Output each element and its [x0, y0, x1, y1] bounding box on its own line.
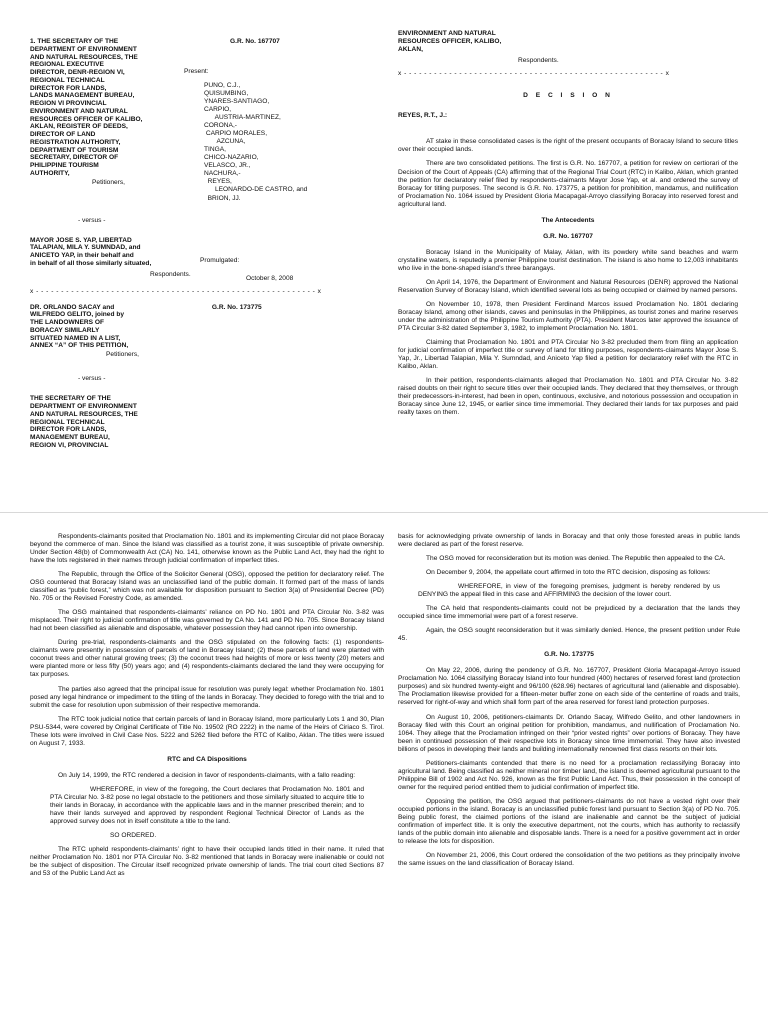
versus-2: - versus -: [78, 375, 106, 383]
bench-justice-line: BRION, JJ.: [204, 194, 241, 202]
second-petitioner-line: BORACAY SIMILARLY: [30, 326, 100, 334]
p2-right-para-3: On December 9, 2004, the appellate court affirmed in toto the RTC decision, disposing as follows:: [426, 569, 711, 577]
p2-right-para-7: On August 10, 2006, petitioners-claimants Dr. Orlando Sacay, Wilfredo Gelito, and other landowners in Boracay filed with this Court an original petition for prohibition, mandamus, and nullification of Proclamation No. 1064. They allege that the Proclamation infringed on their “prior vested rights” over portions of Boracay. They have been in continued possession of their respective lots in Boracay since time immemorial. They have also invested billions of pesos in developing their lands and building internationally renowned first class resorts on their lots.: [398, 713, 740, 753]
gr-heading-167707: G.R. No. 167707: [543, 232, 593, 240]
bench-justice-line: PUNO, C.J.,: [204, 82, 241, 90]
promulgation-block: [200, 237, 360, 283]
p2-right-para-9: Opposing the petition, the OSG argued that petitioners-claimants do not have a vested right over their occupied portions in the island. Boracay is an unclassified public forest land pursuant to Section 3(a) of PD No. 705. Being public forest, the claimed portions of the island are inalienable and cannot be the subject of judicial confirmation of imperfect title. It is only the executive department, not the courts, which has authority to reclassify lands of the public domain into alienable and disposable lands. There is a need for a positive government act in order to release the lots for disposition.: [398, 797, 740, 845]
rtc-fallo-text: WHEREFORE, in view of the foregoing, the Court declares that Proclamation No. 1801 and PTA Circular No. 3-82 pose no legal obstacle to the petitioners and those similarly situated to acquire title to their lands in Boracay, in accordance with the applicable laws and in the manner prescribed therein; and to have their lands surveyed and approved by respondent Regional Technical Director of Lands as the approved survey does not in itself constitute a title to the land.: [50, 785, 364, 825]
bench-justice-line: AZCUNA,: [204, 138, 246, 146]
second-petitioner-line: ANNEX “A” OF THIS PETITION,: [30, 342, 129, 350]
ponente: REYES, R.T., J.:: [398, 112, 448, 120]
page-2: [0, 512, 768, 1024]
gr-heading-173775: G.R. No. 173775: [544, 651, 594, 659]
antecedent-para-1: Boracay Island in the Municipality of Malay, Aklan, with its powdery white sand beaches and warm crystalline waters, is reputedly a premier Philippine tourist destination. The island is also home to 12,003 inhabitants who live in the bone-shaped island’s three barangays.: [398, 248, 738, 272]
caption-row-3: [30, 304, 368, 360]
second-respondent-line: AND NATURAL RESOURCES, THE: [30, 410, 138, 418]
page1-right-column: [398, 30, 738, 500]
intro-paragraph: AT stake in these consolidated cases is the right of the present occupants of Boracay Island to secure titles over their occupied lands.: [398, 138, 738, 154]
bench-justice-line: CORONA,-: [204, 122, 237, 130]
p2-right-para-5: Again, the OSG sought reconsideration but it was similarly denied. Hence, the present petition under Rule 45.: [398, 627, 740, 643]
bench-justice-line: NACHURA,-: [204, 170, 241, 178]
bench-justice-line: REYES,: [204, 178, 232, 186]
p2-left-para-6: The RTC took judicial notice that certain parcels of land in Boracay Island, more particularly Lots 1 and 30, Plan PSU-5344, were covered by Original Certificate of Title No. 19502 (RO 2222) in the name of the Heirs of Ciriaco S. Tirol. These lots were involved in Civil Case Nos. 5222 and 5262 filed before the RTC of Kalibo, Aklan. The titles were issued on August 7, 1933.: [30, 715, 384, 747]
petitioner-line: 1. THE SECRETARY OF THE: [30, 38, 119, 45]
continued-respondent-lines: [398, 30, 738, 53]
p2-right-para-6: On May 22, 2006, during the pendency of G.R. No. 167707, President Gloria Macapagal-Arroyo issued Proclamation No. 1064 classifying Boracay Island into four hundred (400) hectares of reserved forest land (protection purposes) and six hundred twenty-eight and 96/100 (628.96) hectares of agricultural land (alienable and disposable). The Proclamation likewise provided for a fifteen-meter buffer zone on each side of the centerline of roads and trails, reserved for right-of-way and which shall form part of the area reserved for forest land protection purposes.: [398, 667, 740, 707]
bench-justice-line: AUSTRIA-MARTINEZ,: [204, 114, 281, 122]
right-separator: x - - - - - - - - - - - - - - - - - - - - - - - - - - - - - - - - - - - - - - - - - - - - - - - - - - - - x: [398, 70, 670, 78]
respondent-block: [30, 237, 200, 283]
continued-respondent-line: RESOURCES OFFICER, KALIBO,: [398, 37, 502, 45]
ca-fallo-quote: [418, 583, 720, 599]
respondents-label-right: Respondents.: [518, 57, 559, 65]
second-respondent-line: MANAGEMENT BUREAU,: [30, 434, 110, 442]
petitioner-line: REGIONAL EXECUTIVE: [30, 61, 104, 69]
petitioners-label-2: Petitioners,: [106, 351, 139, 359]
p2-left-para-7: On July 14, 1999, the RTC rendered a decision in favor of respondents-claimants, with a fallo reading:: [58, 771, 356, 779]
caption-row-2: [30, 237, 368, 283]
petitioner-line: RESOURCES OFFICER OF KALIBO,: [30, 115, 143, 123]
petitioner-line: DEPARTMENT OF ENVIRONMENT: [30, 45, 137, 53]
p2-right-para-1: basis for acknowledging private ownership of lands in Boracay and that only those forested areas in public lands were declared as part of the forest reserve.: [398, 533, 740, 549]
second-petitioner-block: [30, 304, 196, 360]
continued-respondent-line: ENVIRONMENT AND NATURAL: [398, 30, 496, 37]
respondent-line: in behalf of all those similarly situated,: [30, 259, 152, 267]
p2-left-para-8: The RTC upheld respondents-claimants’ right to have their occupied lands titled in their name. It ruled that neither Proclamation No. 1801 nor PTA Circular No. 3-82 mentioned that lands in Boracay were inalienable or could not be the subject of disposition. The Circular itself recognized private ownership of lands. The trial court cited Sections 87 and 53 of the Public Land Act as: [30, 845, 384, 878]
decision-title: D E C I S I O N: [523, 92, 613, 100]
case-caption: [30, 38, 368, 503]
petitioner-line: SECRETARY, DIRECTOR OF: [30, 154, 119, 162]
petitioner-line: ENVIRONMENT AND NATURAL: [30, 107, 128, 115]
second-petitioner-line: THE LANDOWNERS OF: [30, 319, 104, 327]
petitioner-line: PHILIPPINE TOURISM: [30, 162, 99, 170]
second-respondent-line: DIRECTOR FOR LANDS,: [30, 426, 107, 434]
page2-left-column: [30, 533, 384, 1019]
petitioner-line: AKLAN, REGISTER OF DEEDS,: [30, 123, 128, 131]
rtc-ca-heading: RTC and CA Dispositions: [167, 755, 247, 763]
rtc-fallo-quote: [50, 786, 364, 840]
consolidated-paragraph: There are two consolidated petitions. The first is G.R. No. 167707, a petition for review on certiorari of the Decision of the Court of Appeals (CA) affirming that of the Regional Trial Court (RTC) in Kalibo, Aklan, which granted the petition for declaratory relief filed by respondents-claimants Mayor Jose Yap, et al. and ordered the survey of Boracay for titling purposes. The second is G.R. No. 173775, a petition for prohibition, mandamus, and nullification of Proclamation No. 1064 issued by President Gloria Macapagal-Arroyo classifying Boracay into reserved forest and agricultural land.: [398, 160, 738, 208]
p2-left-para-5: The parties also agreed that the principal issue for resolution was purely legal: whether Proclamation No. 1801 posed any legal hindrance or impediment to the titling of the lands in Boracay. They decided to forego with the trial and to submit the case for resolution upon submission of their respective memoranda.: [30, 685, 384, 709]
second-respondent-line: DEPARTMENT OF ENVIRONMENT: [30, 403, 137, 411]
gr-number-2-block: [196, 304, 368, 360]
petitioner-line: REGIONAL TECHNICAL: [30, 76, 105, 84]
second-respondent-line: REGION VI, PROVINCIAL: [30, 441, 109, 449]
p2-right-para-10: On November 21, 2006, this Court ordered the consolidation of the two petitions as they principally involve the same issues on the land classification of Boracay Island.: [398, 851, 740, 867]
bench-justice-line: LEONARDO-DE CASTRO, and: [204, 186, 308, 194]
bench-list: [204, 82, 364, 202]
petitioner-line: DEPARTMENT OF TOURISM: [30, 146, 119, 154]
caption-separator: x - - - - - - - - - - - - - - - - - - - - - - - - - - - - - - - - - - - - - - - - - - - - - - - - - - - - - - - - x: [30, 287, 322, 295]
gr-number-1: G.R. No. 167707: [230, 38, 280, 45]
petitioner-line: DIRECTOR, DENR-REGION VI,: [30, 69, 125, 77]
second-respondent-lines: [30, 395, 368, 449]
petitioner-line: DIRECTOR OF LAND: [30, 131, 96, 139]
second-petitioner-line: DR. ORLANDO SACAY and: [30, 303, 115, 311]
petitioner-line: AND NATURAL RESOURCES, THE: [30, 53, 138, 61]
petitioner-lines: [30, 38, 200, 178]
p2-right-para-8: Petitioners-claimants contended that there is no need for a proclamation reclassifying Boracay into agricultural land. Being classified as neither mineral nor timber land, the island is deemed agricultural pursuant to the Philippine Bill of 1902 and Act No. 926, known as the first Public Land Act. Thus, their possession in the concept of owner for the required period entitled them to judicial confirmation of imperfect title.: [398, 759, 740, 791]
p2-right-para-4: The CA held that respondents-claimants could not be prejudiced by a declaration that the lands they occupied since time immemorial were part of a forest reserve.: [398, 605, 740, 621]
second-respondent-line: REGIONAL TECHNICAL: [30, 418, 105, 426]
respondent-line: ANICETO YAP, in their behalf and: [30, 252, 134, 260]
bench-justice-line: CHICO-NAZARIO,: [204, 154, 259, 162]
p2-left-para-2: The Republic, through the Office of the Solicitor General (OSG), opposed the petition for declaratory relief. The OSG countered that Boracay Island was an unclassified land of the public domain. It formed part of the mass of lands classified as “public forest,” which was not available for disposition pursuant to Section 3(a) of Presidential Decree (PD) No. 705 or the Revised Forestry Code, as amended.: [30, 571, 384, 603]
present-label: Present:: [184, 68, 209, 76]
bench-justice-line: QUISUMBING,: [204, 90, 249, 98]
caption-row-1: [30, 38, 368, 203]
page2-right-column: [398, 533, 740, 1019]
antecedent-para-5: In their petition, respondents-claimants alleged that Proclamation No. 1801 and PTA Circular No. 3-82 raised doubts on their right to secure titles over their occupied lands. They declared that they themselves, or through their predecessors-in-interest, had been in open, continuous, exclusive, and notorious possession and occupation in Boracay since June 12, 1945, or earlier since time immemorial. They declared their lands for tax purposes and paid realty taxes on them.: [398, 377, 738, 417]
petitioner-line: REGISTRATION AUTHORITY,: [30, 138, 121, 146]
petitioner-line: AUTHORITY,: [30, 170, 70, 178]
bench-block: [184, 38, 364, 203]
antecedent-para-4: Claiming that Proclamation No. 1801 and PTA Circular No 3-82 precluded them from filing an application for judicial confirmation of imperfect title or survey of land for titling purposes, respondents-claimants Mayor Jose S. Yap, Jr., Libertad Talapian, Mila Y. Sumndad, and Aniceto Yap filed a petition for declaratory relief with the RTC in Kalibo, Aklan.: [398, 339, 738, 371]
second-petitioner-line: WILFREDO GELITO, joined by: [30, 311, 125, 319]
so-ordered: SO ORDERED.: [110, 831, 157, 839]
p2-left-para-4: During pre-trial, respondents-claimants and the OSG stipulated on the following facts: (1) respondents-claimants were presently in possession of parcels of land in Boracay Island; (2) these parcels of land were planted with coconut trees and other natural growing trees; (3) the coconut trees had heights of more or less twenty (20) meters and were planted more or less fifty (50) years ago; and (4) respondents-claimants declared the land they were occupying for tax purposes.: [30, 639, 384, 679]
bench-justice-line: CARPIO MORALES,: [204, 130, 268, 138]
p2-left-para-1: Respondents-claimants posited that Proclamation No. 1801 and its implementing Circular did not place Boracay beyond the commerce of man. Since the Island was classified as a tourist zone, it was susceptible of private ownership. Under Section 48(b) of Commonwealth Act (CA) No. 141, otherwise known as the Public Land Act, they had the right to have the lots registered in their names through judicial confirmation of imperfect titles.: [30, 533, 384, 565]
second-petitioner-lines: [30, 304, 196, 351]
bench-justice-line: TINGA,: [204, 146, 226, 154]
p2-right-para-2: The OSG moved for reconsideration but its motion was denied. The Republic then appealed to the CA.: [426, 555, 726, 563]
versus-1: - versus -: [78, 216, 106, 224]
promulgated-label: Promulgated:: [200, 256, 240, 264]
respondent-lines: [30, 237, 200, 268]
petitioner-line: DIRECTOR FOR LANDS,: [30, 84, 107, 92]
second-respondent-line: THE SECRETARY OF THE: [30, 395, 111, 403]
petitioners-label: Petitioners,: [92, 178, 125, 186]
antecedent-para-2: On April 14, 1976, the Department of Environment and Natural Resources (DENR) approved the National Reservation Survey of Boracay Island, which identified several lots as being occupied or claimed by named persons.: [398, 278, 738, 294]
petitioner-line: REGION VI PROVINCIAL: [30, 100, 107, 108]
respondent-line: MAYOR JOSE S. YAP, LIBERTAD: [30, 236, 132, 244]
antecedents-heading: The Antecedents: [541, 216, 595, 224]
antecedent-para-3: On November 10, 1978, then President Ferdinand Marcos issued Proclamation No. 1801 declaring Boracay Island, among other islands, caves and peninsulas in the Philippines, as tourist zones and marine reserves under the administration of the Philippine Tourism Authority (PTA). President Marcos later approved the issuance of PTA Circular 3-82 dated September 3, 1982, to implement Proclamation No. 1801.: [398, 300, 738, 332]
second-petitioner-line: SITUATED NAMED IN A LIST,: [30, 334, 121, 342]
petitioner-block: [30, 38, 200, 203]
bench-justice-line: VELASCO, JR.,: [204, 162, 251, 170]
petitioner-line: LANDS MANAGEMENT BUREAU,: [30, 92, 135, 100]
bench-justice-line: YNARES-SANTIAGO,: [204, 98, 270, 106]
respondent-line: TALAPIAN, MILA Y. SUMNDAD, and: [30, 244, 141, 252]
ca-fallo-text: WHEREFORE, in view of the foregoing premises, judgment is hereby rendered by us DENYING the appeal filed in this case and AFFIRMING the decision of the lower court.: [418, 583, 720, 599]
gr-number-2: G.R. No. 173775: [211, 303, 262, 311]
respondents-label: Respondents.: [150, 270, 191, 278]
bench-justice-line: CARPIO,: [204, 106, 232, 114]
continued-respondent-line: AKLAN,: [398, 45, 423, 53]
promulgated-date: October 8, 2008: [246, 274, 294, 282]
p2-left-para-3: The OSG maintained that respondents-claimants’ reliance on PD No. 1801 and PTA Circular No. 3-82 was misplaced. Their right to judicial confirmation of title was governed by CA No. 141 and PD No. 705. Since Boracay Island had not been classified as alienable and disposable, whatever possession they had cannot ripen into ownership.: [30, 609, 384, 633]
